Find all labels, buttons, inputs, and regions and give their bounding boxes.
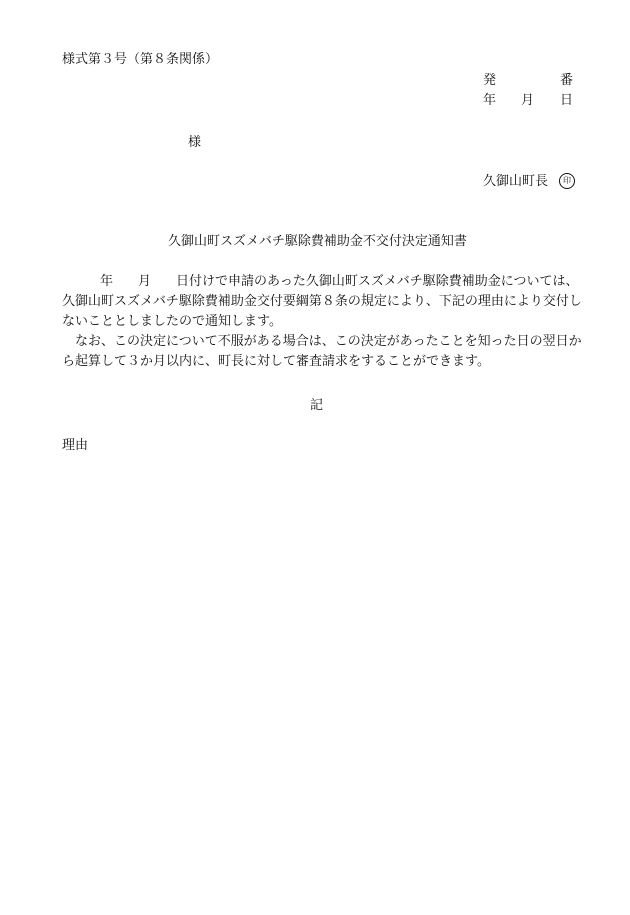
- paragraph-decision-line-3: ないこととしましたので通知します。: [62, 314, 282, 329]
- document-title: 久御山町スズメバチ駆除費補助金不交付決定通知書: [168, 234, 467, 249]
- para-year-label: 年: [100, 274, 114, 289]
- paragraph-appeal-line-2: ら起算して３か月以内に、町長に対して審査請求をすることができます。: [62, 354, 490, 369]
- seal-icon: 印: [559, 173, 575, 189]
- number-label: 番: [560, 73, 574, 88]
- para-line-1-rest: 日付けで申請のあった久御山町スズメバチ駆除費補助金については、: [176, 274, 579, 289]
- form-number: 様式第３号（第８条関係）: [62, 52, 219, 67]
- paragraph-decision-line-2: 久御山町スズメバチ駆除費補助金交付要綱第８条の規定により、下記の理由により交付し: [62, 294, 582, 309]
- recipient-suffix: 様: [188, 135, 202, 150]
- paragraph-decision: [62, 272, 582, 332]
- paragraph-decision-line-1: [62, 272, 582, 292]
- date-month-label: 月: [521, 93, 535, 108]
- date-year-label: 年: [483, 93, 497, 108]
- paragraph-appeal-line-1: なお、この決定について不服がある場合は、この決定があったことを知った日の翌日か: [62, 334, 582, 349]
- paragraph-appeal: [62, 332, 582, 372]
- reason-label: 理由: [62, 438, 89, 453]
- date-day-label: 日: [560, 93, 574, 108]
- issuer-name: 久御山町長: [483, 174, 549, 189]
- record-heading: 記: [310, 398, 324, 413]
- issue-label: 発: [483, 73, 497, 88]
- para-month-label: 月: [138, 274, 152, 289]
